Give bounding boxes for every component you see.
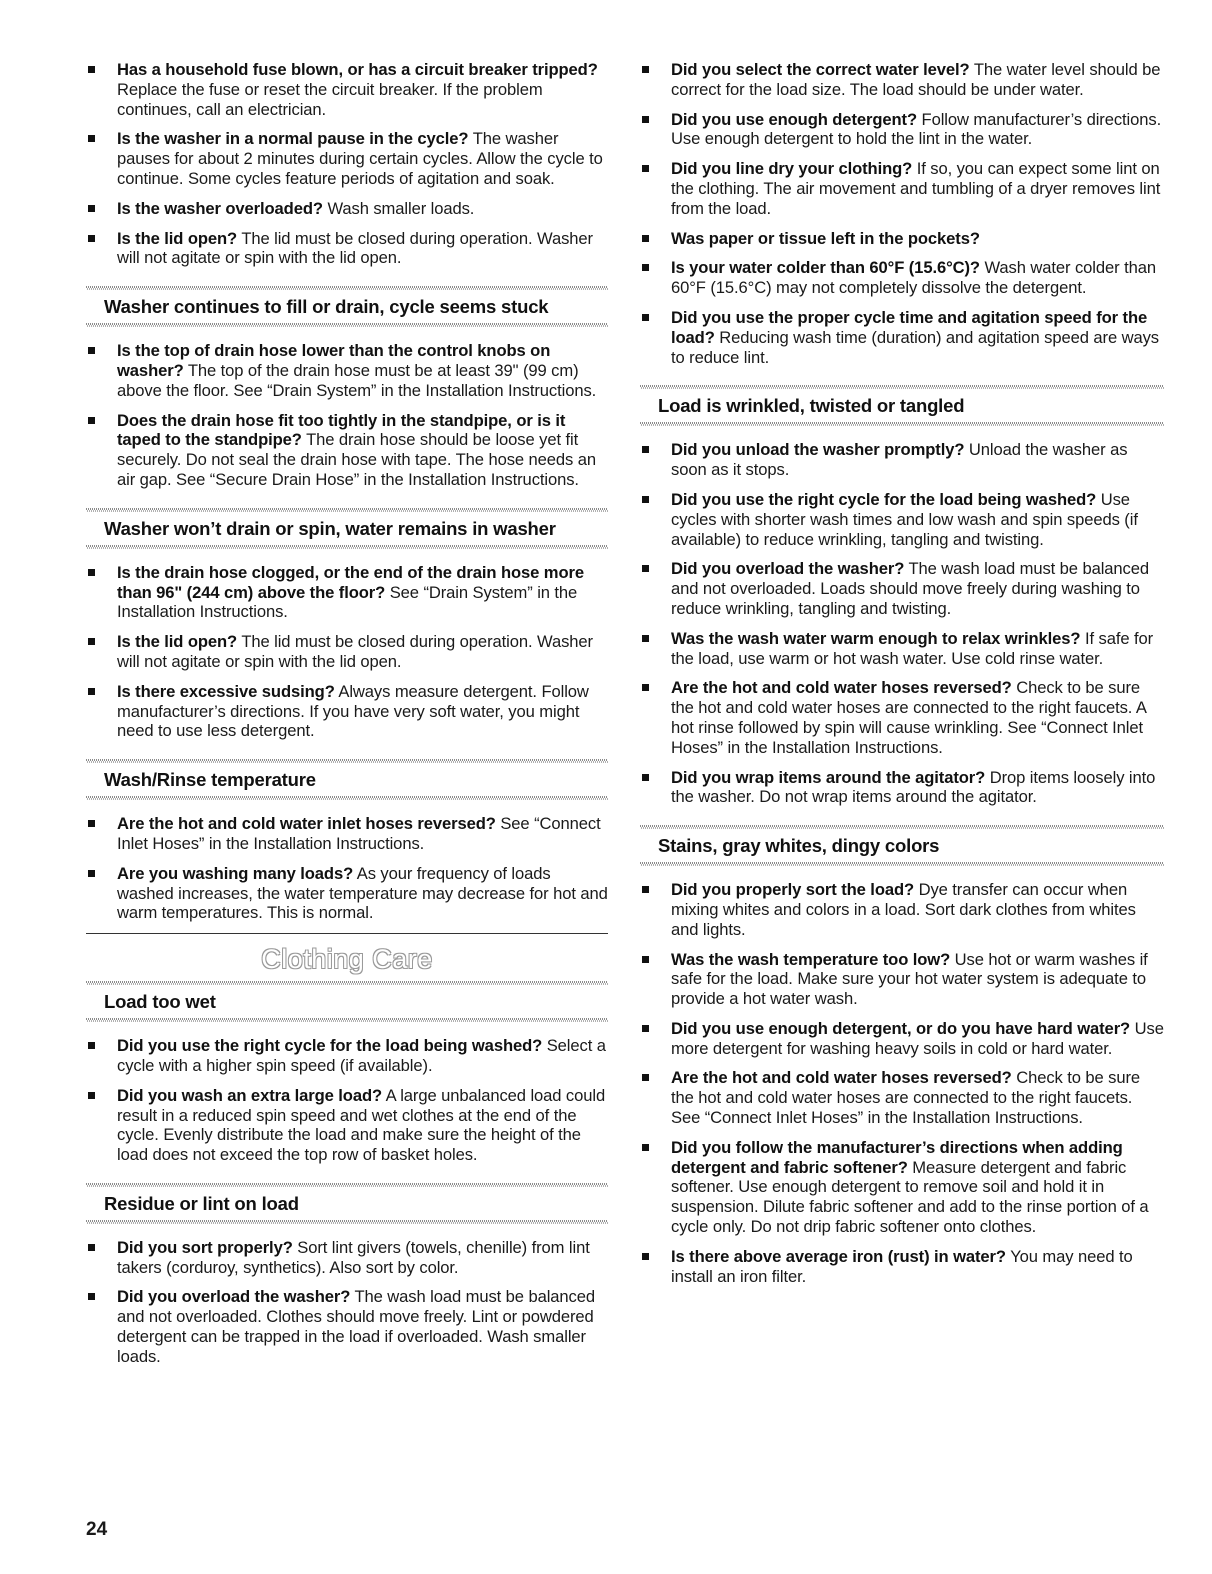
right-column <box>640 60 1164 1296</box>
section-header <box>86 1183 608 1224</box>
list-item: Did you properly sort the load? Dye transfer can occur when mixing whites and colors in a load. Sort dark clothes from whites and lights. <box>640 880 1164 939</box>
section-load-too-wet <box>86 981 608 1165</box>
list-item: Is there above average iron (rust) in water? You may need to install an iron filter. <box>640 1247 1164 1287</box>
dotted-rule <box>86 323 608 327</box>
section-wash-rinse-temperature <box>86 759 608 923</box>
list-item: Did you select the correct water level? The water level should be correct for the load size. The load should be under water. <box>640 60 1164 100</box>
section-title: Load is wrinkled, twisted or tangled <box>658 395 965 417</box>
section-title: Residue or lint on load <box>104 1192 299 1214</box>
section-header <box>86 286 608 327</box>
list-item: Does the drain hose fit too tightly in the standpipe, or is it taped to the standpipe? The drain hose should be loose yet fit securely. Do not seal the drain hose with tape. The hose needs an air gap. See “Secure Drain Hose” in the Installation Instructions. <box>86 411 608 490</box>
list-item: Is the lid open? The lid must be closed during operation. Washer will not agitate or spin with the lid open. <box>86 632 608 672</box>
section-washer-stuck <box>86 286 608 490</box>
list-item: Are the hot and cold water hoses reversed? Check to be sure the hot and cold water hoses are connected to the right faucets. See “Connect Inlet Hoses” in the Installation Instructions. <box>640 1068 1164 1127</box>
list-item: Is there excessive sudsing? Always measure detergent. Follow manufacturer’s directions. If you have very soft water, you might need to use less detergent. <box>86 682 608 741</box>
section-residue-lint <box>86 1183 608 1367</box>
list-item: Did you wrap items around the agitator? Drop items loosely into the washer. Do not wrap items around the agitator. <box>640 768 1164 808</box>
dotted-rule <box>86 1018 608 1022</box>
list-item: Is your water colder than 60°F (15.6°C)? Wash water colder than 60°F (15.6°C) may not completely dissolve the detergent. <box>640 258 1164 298</box>
list-item: Is the washer in a normal pause in the cycle? The washer pauses for about 2 minutes during certain cycles. Allow the cycle to continue. Some cycles feature periods of agitation and soak. <box>86 129 608 188</box>
list-item: Did you overload the washer? The wash load must be balanced and not overloaded. Loads should move freely during washing to reduce wrinkling, tangling and twisting. <box>640 559 1164 618</box>
list-item: Did you use enough detergent, or do you have hard water? Use more detergent for washing heavy soils in cold or hard water. <box>640 1019 1164 1059</box>
section-title: Wash/Rinse temperature <box>104 769 316 791</box>
clothing-care-heading: Clothing Care <box>261 944 433 975</box>
section-title: Load too wet <box>104 991 216 1013</box>
list-item: Is the drain hose clogged, or the end of the drain hose more than 96" (244 cm) above the floor? See “Drain System” in the Installation Instructions. <box>86 563 608 622</box>
dotted-rule <box>640 862 1164 866</box>
section-title: Stains, gray whites, dingy colors <box>658 835 940 857</box>
dotted-rule <box>86 545 608 549</box>
list-item: Are you washing many loads? As your frequency of loads washed increases, the water temperature may decrease for hot and warm temperatures. This is normal. <box>86 864 608 923</box>
list-item: Are the hot and cold water hoses reversed? Check to be sure the hot and cold water hoses are connected to the right faucets. A hot rinse followed by spin will cause wrinkling. See “Connect Inlet Hoses” in the Installation Instructions. <box>640 678 1164 757</box>
list-item: Is the top of drain hose lower than the control knobs on washer? The top of the drain hose must be at least 39" (99 cm) above the floor. See “Drain System” in the Installation Instructions. <box>86 341 608 400</box>
dotted-rule <box>86 1220 608 1224</box>
list-item: Did you use enough detergent? Follow manufacturer’s directions. Use enough detergent to hold the lint in the water. <box>640 110 1164 150</box>
dotted-rule <box>640 422 1164 426</box>
intro-list <box>640 60 1164 367</box>
list-item: Was paper or tissue left in the pockets? <box>640 229 1164 249</box>
section-wont-drain <box>86 508 608 741</box>
left-column <box>86 60 608 1377</box>
list-item: Did you follow the manufacturer’s directions when adding detergent and fabric softener? Measure detergent and fabric softener. Use enough detergent to remove soil and hold it in suspension. Dilute fabric softener and add to the rinse portion of a cycle only. Do not drip fabric softener onto clothes. <box>640 1138 1164 1237</box>
dotted-rule <box>86 796 608 800</box>
list-item: Was the wash temperature too low? Use hot or warm washes if safe for the load. Make sure your hot water system is adequate to provide a hot water wash. <box>640 950 1164 1009</box>
list-item: Did you sort properly? Sort lint givers (towels, chenille) from lint takers (corduroy, synthetics). Also sort by color. <box>86 1238 608 1278</box>
list-item: Did you wash an extra large load? A large unbalanced load could result in a reduced spin speed and wet clothes at the end of the cycle. Evenly distribute the load and make sure the height of the load does not exceed the top row of basket holes. <box>86 1086 608 1165</box>
list-item: Was the wash water warm enough to relax wrinkles? If safe for the load, use warm or hot wash water. Use cold rinse water. <box>640 629 1164 669</box>
section-header <box>86 759 608 800</box>
intro-list <box>86 60 608 268</box>
list-item: Is the lid open? The lid must be closed during operation. Washer will not agitate or spin with the lid open. <box>86 229 608 269</box>
section-title: Washer continues to fill or drain, cycle seems stuck <box>104 296 549 318</box>
section-title: Washer won’t drain or spin, water remains in washer <box>104 517 556 539</box>
list-item: Did you use the proper cycle time and agitation speed for the load? Reducing wash time (duration) and agitation speed are ways to reduce lint. <box>640 308 1164 367</box>
section-stains <box>640 825 1164 1286</box>
list-item: Did you use the right cycle for the load being washed? Use cycles with shorter wash times and low wash and spin speeds (if available) to reduce wrinkling, tangling and twisting. <box>640 490 1164 549</box>
list-item: Did you overload the washer? The wash load must be balanced and not overloaded. Clothes should move freely. Lint or powdered detergent can be trapped in the load if overloaded. Wash smaller loads. <box>86 1287 608 1366</box>
page-number: 24 <box>86 1519 108 1540</box>
section-header <box>640 385 1164 426</box>
section-header <box>86 981 608 1022</box>
divider <box>86 933 608 934</box>
section-header <box>86 508 608 549</box>
section-wrinkled <box>640 385 1164 807</box>
list-item: Did you use the right cycle for the load being washed? Select a cycle with a higher spin speed (if available). <box>86 1036 608 1076</box>
list-item: Did you line dry your clothing? If so, you can expect some lint on the clothing. The air movement and tumbling of a dryer removes lint from the load. <box>640 159 1164 218</box>
section-header <box>640 825 1164 866</box>
list-item: Did you unload the washer promptly? Unload the washer as soon as it stops. <box>640 440 1164 480</box>
list-item: Is the washer overloaded? Wash smaller loads. <box>86 199 608 219</box>
list-item: Are the hot and cold water inlet hoses reversed? See “Connect Inlet Hoses” in the Installation Instructions. <box>86 814 608 854</box>
list-item: Has a household fuse blown, or has a circuit breaker tripped? Replace the fuse or reset the circuit breaker. If the problem continues, call an electrician. <box>86 60 608 119</box>
